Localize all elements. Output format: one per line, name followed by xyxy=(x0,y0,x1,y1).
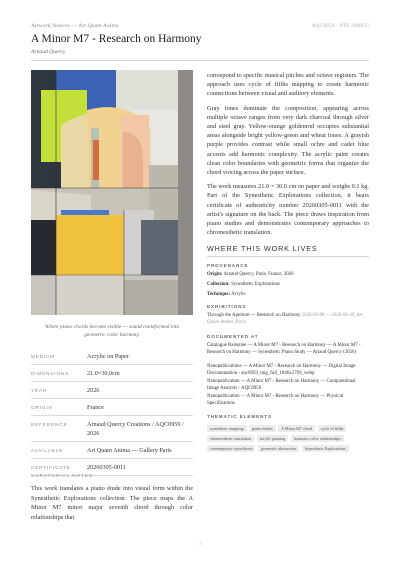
spec-value: 21.0×30.0cm xyxy=(87,369,120,377)
exhibition-title: Through the Aperture — Research on Harmony xyxy=(207,313,301,318)
documented-entry: Nanopublications — A Minor M7 - Research on Harmony — Digital Image Documentation - aqc0959_img_full_1846x2769_webp xyxy=(207,364,356,377)
spec-value: Art Quam Anima — Gallery Paris xyxy=(87,446,172,454)
page-title: A Minor M7 - Research on Harmony xyxy=(31,33,202,45)
theme-tag[interactable]: contemporary synesthesia xyxy=(207,445,255,452)
description-column xyxy=(207,71,369,242)
documented-entry: Catalogue Raisonné — A Minor M7 - Research on Harmony — A Minor M7 - Research on Harmony — Synesthetic Piano Study — Artaud Quercy (2026) xyxy=(207,343,361,356)
theme-tag[interactable]: piano études xyxy=(249,425,276,432)
artwork-caption: Where piano chords become visible — sound transformed into geometric color harmony. xyxy=(44,324,180,338)
theme-tags xyxy=(207,425,369,452)
spec-value: Arnaud Quercy Creations / AQC0959 / 2026 xyxy=(87,420,184,437)
exhibition-entry xyxy=(207,312,369,326)
curatorial-heading: CURATORIAL NOTES xyxy=(31,473,94,478)
spec-label: AVAILABLE xyxy=(31,447,64,453)
spec-label: MEDIUM xyxy=(31,353,56,359)
technique-label: Technique: xyxy=(207,292,231,297)
collection-value: Synesthetic Explorations xyxy=(231,282,280,287)
spec-value: 20260305-0011 xyxy=(87,463,126,471)
exhibitions-heading: EXHIBITIONS xyxy=(207,304,247,309)
collection-label: Collection: xyxy=(207,282,230,287)
spec-label: CERTIFICATE xyxy=(31,464,71,470)
provenance-origin xyxy=(207,271,369,278)
documented-entry: Nanopublication — A Minor M7 - Research on Harmony — Computational Image Analysis - AQC0959 xyxy=(207,379,356,392)
spec-origin xyxy=(31,399,193,416)
theme-tag[interactable]: synesthetic mapping xyxy=(207,425,247,432)
artist-name: Arnaud Quercy xyxy=(31,49,66,55)
theme-tag[interactable]: Synesthetic Explorations xyxy=(302,445,349,452)
origin-label: Origin: xyxy=(207,272,223,277)
technique-value: Acrylic xyxy=(231,292,246,297)
breadcrumb: Artwork Notices — Art Quam Anima xyxy=(31,23,119,29)
description-paragraph: correspond to specific musical pitches and octave registers. The approach uses cycle of fifths mapping to create harmonic connections between visual and auditory elements. xyxy=(207,72,369,98)
spec-label: REFERENCE xyxy=(31,421,68,427)
lives-heading: WHERE THIS WORK LIVES xyxy=(207,244,318,253)
spec-year xyxy=(31,382,193,399)
spec-reference xyxy=(31,416,193,442)
spec-dimensions xyxy=(31,365,193,382)
theme-tag[interactable]: cycle of fifths xyxy=(318,425,347,432)
spec-available xyxy=(31,442,193,459)
theme-tag[interactable]: chromesthetic translation xyxy=(207,435,254,442)
header-divider xyxy=(31,60,369,61)
spec-table xyxy=(31,348,193,476)
theme-tag[interactable]: A Minor M7 chord xyxy=(278,425,315,432)
theme-tag[interactable]: acrylic painting xyxy=(257,435,289,442)
spec-medium xyxy=(31,348,193,365)
spec-label: YEAR xyxy=(31,387,48,393)
artwork-image xyxy=(31,70,193,315)
spec-value: France xyxy=(87,403,104,411)
curatorial-body: This work translates a piano étude into visual form within the Synesthetic Explorations collection. The piece maps the A Minor M7 minor major seventh chord through color relationships that xyxy=(31,485,193,521)
page-number: 1 xyxy=(198,541,202,546)
provenance-technique xyxy=(207,291,369,298)
reference-code: AQC0959 · NTC-906035 xyxy=(311,23,369,29)
spec-label: DIMENSIONS xyxy=(31,370,70,376)
exhibition-meta: 2026-03-08 — 2026-04-30, Art Quam Anima, Paris xyxy=(207,313,363,326)
documented-entry: Nanopublication — A Minor M7 - Research on Harmony — Physical Specifications xyxy=(207,394,344,407)
provenance-collection xyxy=(207,281,369,288)
theme-tag[interactable]: harmonic color relationships xyxy=(291,435,344,442)
documented-heading: DOCUMENTED AT xyxy=(207,334,259,339)
themes-heading: THEMATIC ELEMENTS xyxy=(207,414,272,419)
lives-divider xyxy=(207,256,369,257)
provenance-heading: PROVENANCE xyxy=(207,263,249,268)
description-paragraph: The work measures 21.0 × 30.0 cm on paper and weighs 0.1 kg. Part of the Synesthetic Explorations collection, it bears certificate of authenticity number 20260305-0011 with the artist's signature on the back. The piece draws inspiration from piano studies and demonstrates contemporary approaches to chromesthetic translation. xyxy=(207,183,369,237)
origin-value: Arnaud Quercy, Paris, France, 2026 xyxy=(223,272,294,277)
spec-value: 2026 xyxy=(87,386,100,394)
top-bar xyxy=(31,23,369,33)
theme-tag[interactable]: geometric abstraction xyxy=(258,445,299,452)
artwork-painting xyxy=(31,70,193,315)
spec-label: ORIGIN xyxy=(31,404,53,410)
spec-value: Acrylic on Paper xyxy=(87,352,129,360)
description-paragraph: Gray tones dominate the composition, appearing across multiple octave ranges from very dark charcoal through silver and steel gray. Yellow-orange goldenrod occupies substantial areas alongside bright yellow-green and wheat tones. A grayish purple provides contrast while small ochre and cadet blue accents add harmonic complexity. The acrylic paint creates clean color boundaries with geometric forms that organize the chord voicing across the paper surface. xyxy=(207,104,369,177)
